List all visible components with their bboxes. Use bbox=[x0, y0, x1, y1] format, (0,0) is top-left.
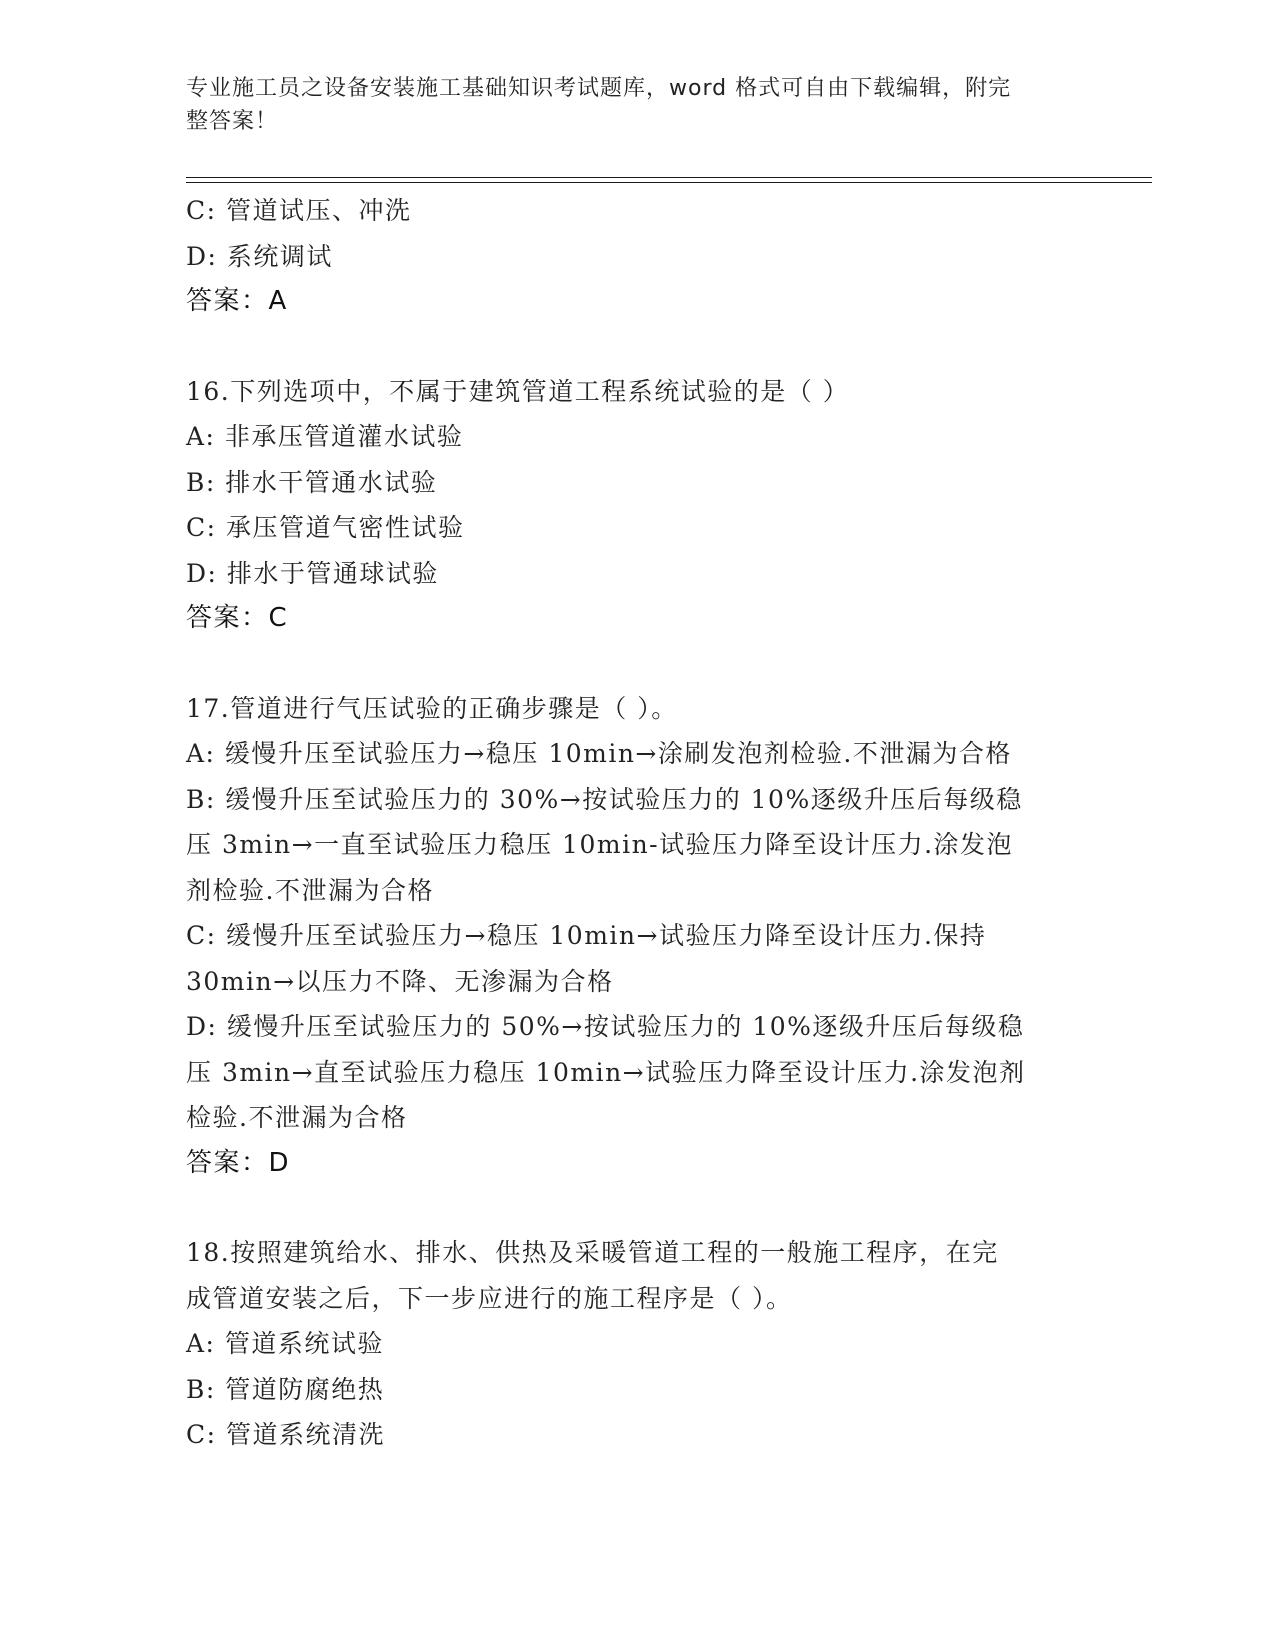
answer: 答案：D bbox=[186, 1147, 291, 1178]
option-d: D: 排水于管通球试验 bbox=[186, 558, 439, 588]
option-b: B: 排水干管通水试验 bbox=[186, 467, 438, 497]
question-stem: 17.管道进行气压试验的正确步骤是（ ）。 bbox=[186, 693, 678, 723]
header-title-line-2: 整答案！ bbox=[186, 109, 279, 134]
option-c: C: 管道系统清洗 bbox=[186, 1420, 385, 1449]
option-c: C: 承压管道气密性试验 bbox=[186, 513, 465, 542]
question-stem: 16.下列选项中，不属于建筑管道工程系统试验的是（ ） bbox=[186, 376, 850, 406]
header-divider-top bbox=[186, 177, 1152, 178]
option-d-line-2: 压 3min→直至试验压力稳压 10min→试验压力降至设计压力.涂发泡剂 bbox=[186, 1057, 1026, 1087]
option-d-line-3: 检验.不泄漏为合格 bbox=[186, 1103, 408, 1132]
previous-question bbox=[186, 188, 1086, 325]
option-b-line-1: B: 缓慢升压至试验压力的 30%→按试验压力的 10%逐级升压后每级稳 bbox=[186, 784, 1023, 814]
document-header bbox=[186, 72, 1066, 138]
question-18 bbox=[186, 1230, 1086, 1458]
header-divider-bottom bbox=[186, 182, 1152, 183]
answer: 答案：A bbox=[186, 286, 288, 316]
option-c-line-2: 30min→以压力不降、无渗漏为合格 bbox=[186, 966, 614, 996]
option-d: D: 系统调试 bbox=[186, 241, 333, 271]
option-d-line-1: D: 缓慢升压至试验压力的 50%→按试验压力的 10%逐级升压后每级稳 bbox=[186, 1012, 1025, 1041]
option-a: A: 管道系统试验 bbox=[186, 1329, 384, 1358]
question-content bbox=[186, 188, 1086, 1458]
option-a: A: 非承压管道灌水试验 bbox=[186, 422, 464, 451]
option-c: C: 管道试压、冲洗 bbox=[186, 196, 412, 225]
question-17 bbox=[186, 686, 1086, 1187]
spacer bbox=[186, 1186, 1086, 1230]
option-b: B: 管道防腐绝热 bbox=[186, 1374, 385, 1404]
option-b-line-2: 压 3min→一直至试验压力稳压 10min-试验压力降至设计压力.涂发泡 bbox=[186, 830, 1014, 859]
question-16 bbox=[186, 369, 1086, 642]
question-stem-line-1: 18.按照建筑给水、排水、供热及采暖管道工程的一般施工程序，在完 bbox=[186, 1238, 999, 1267]
option-b-line-3: 剂检验.不泄漏为合格 bbox=[186, 875, 434, 905]
option-c-line-1: C: 缓慢升压至试验压力→稳压 10min→试验压力降至设计压力.保持 bbox=[186, 921, 987, 950]
answer: 答案：C bbox=[186, 603, 289, 633]
question-stem-line-2: 成管道安装之后，下一步应进行的施工程序是（ ）。 bbox=[186, 1283, 793, 1313]
spacer bbox=[186, 325, 1086, 369]
option-a: A: 缓慢升压至试验压力→稳压 10min→涂刷发泡剂检验.不泄漏为合格 bbox=[186, 739, 1012, 768]
spacer bbox=[186, 642, 1086, 686]
header-title-line-1: 专业施工员之设备安装施工基础知识考试题库，word 格式可自由下载编辑，附完 bbox=[186, 76, 1012, 101]
